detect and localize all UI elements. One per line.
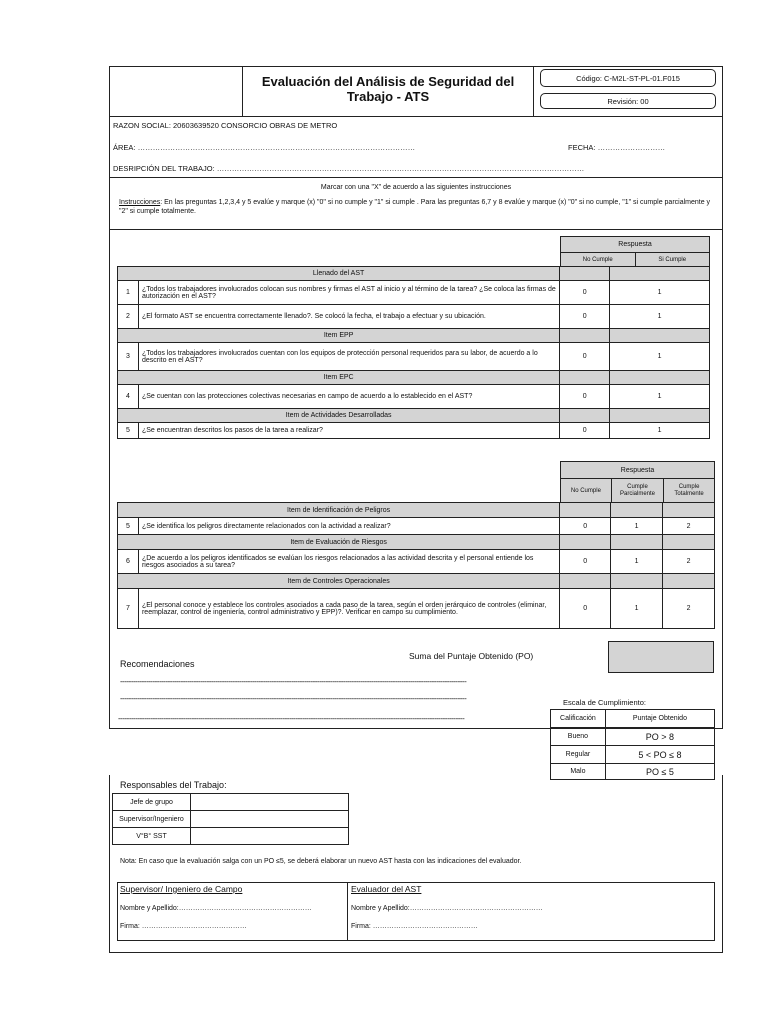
score-si-cumple[interactable]: 1 xyxy=(610,281,710,305)
instrucciones-label: Instrucciones xyxy=(119,199,161,206)
question-text: ¿El formato AST se encuentra correctamente llenado?. Se colocó la fecha, el trabajo a efectuar y su ubicación. xyxy=(138,305,559,329)
instrucciones-text xyxy=(119,198,715,216)
section-header-blank xyxy=(560,371,610,385)
question-text: ¿Todos los trabajadores involucrados colocan sus nombres y firmas el AST al inicio y al término de la tarea? ¿Se coloca las firmas de autorización en el AST? xyxy=(138,281,559,305)
evaluador-firma-field[interactable]: Firma: ……………………………………… xyxy=(351,923,478,930)
escala-puntaje: PO ≤ 5 xyxy=(605,764,714,780)
recomendaciones-label: Recomendaciones xyxy=(120,659,195,669)
si-cumple-header: Si Cumple xyxy=(635,253,710,267)
score-total[interactable]: 2 xyxy=(663,550,715,574)
score-parcial[interactable]: 1 xyxy=(611,518,663,535)
row-number: 6 xyxy=(118,550,139,574)
page-title: Evaluación del Análisis de Seguridad del Trabajo - ATS xyxy=(261,74,515,104)
supervisor-firma-field[interactable]: Firma: ……………………………………… xyxy=(120,923,247,930)
responsable-label: Jefe de grupo xyxy=(113,794,191,811)
divider xyxy=(109,177,723,178)
score-si-cumple[interactable]: 1 xyxy=(610,305,710,329)
question-text: ¿Se encuentran descritos los pasos de la tarea a realizar? xyxy=(138,423,559,439)
score-total[interactable]: 2 xyxy=(663,589,715,629)
logo-cell xyxy=(109,66,243,116)
section-header: Llenado del AST xyxy=(118,267,560,281)
divider xyxy=(109,229,723,230)
descripcion-field: DESRIPCIÓN DEL TRABAJO: ………………………………………………………………………………………………………………………………… xyxy=(113,164,585,173)
section-header-blank xyxy=(560,503,611,518)
evaluador-title: Evaluador del AST xyxy=(351,884,422,894)
table2-response-header xyxy=(560,461,715,503)
section-header: Item de Actividades Desarrolladas xyxy=(118,409,560,423)
evaluador-nombre-field[interactable]: Nombre y Apellido:………………………………………………… xyxy=(351,905,543,912)
suma-value-box[interactable] xyxy=(608,641,714,673)
section-header-blank xyxy=(610,267,710,281)
escala-calificacion: Bueno xyxy=(551,728,606,746)
revision-box: Revisión: 00 xyxy=(540,93,716,109)
escala-calificacion: Malo xyxy=(551,764,606,780)
row-number: 3 xyxy=(118,343,139,371)
responsable-label: Supervisor/Ingeniero xyxy=(113,811,191,828)
escala-header-calificacion: Calificación xyxy=(551,710,606,728)
table1-response-header xyxy=(560,236,710,267)
area-field: ÁREA: ………………………………………………………………………………………………… xyxy=(113,143,416,152)
section-header-blank xyxy=(560,267,610,281)
section-header-blank xyxy=(663,503,715,518)
escala-header-puntaje: Puntaje Obtenido xyxy=(605,710,714,728)
section-header-blank xyxy=(560,574,611,589)
row-number: 5 xyxy=(118,423,139,439)
responsable-input[interactable] xyxy=(190,828,348,845)
question-text: ¿Se cuentan con las protecciones colectivas necesarias en campo de acuerdo a lo establecido en el AST? xyxy=(138,385,559,409)
no-cumple-header: No Cumple xyxy=(561,479,612,503)
firmas-divider xyxy=(347,882,348,941)
score-parcial[interactable]: 1 xyxy=(611,550,663,574)
score-no-cumple[interactable]: 0 xyxy=(560,550,611,574)
score-no-cumple[interactable]: 0 xyxy=(560,423,610,439)
score-total[interactable]: 2 xyxy=(663,518,715,535)
nota-text: Nota: En caso que la evaluación salga con un PO ≤5, se deberá elaborar un nuevo AST hasta con las indicaciones del evaluador. xyxy=(120,858,522,865)
row-number: 2 xyxy=(118,305,139,329)
section-header-blank xyxy=(610,371,710,385)
score-no-cumple[interactable]: 0 xyxy=(560,518,611,535)
section-header-blank xyxy=(560,329,610,343)
score-no-cumple[interactable]: 0 xyxy=(560,385,610,409)
row-number: 1 xyxy=(118,281,139,305)
cumple-total-header: Cumple Totalmente xyxy=(664,479,715,503)
supervisor-title: Supervisor/ Ingeniero de Campo xyxy=(120,884,243,894)
recomendaciones-line-1[interactable]: ---------------------------------------------------------------------------------------------------------------------------------------------------------------- xyxy=(120,677,467,686)
section-header-blank xyxy=(560,535,611,550)
row-number: 7 xyxy=(118,589,139,629)
score-si-cumple[interactable]: 1 xyxy=(610,423,710,439)
row-number: 4 xyxy=(118,385,139,409)
section-header: Item EPP xyxy=(118,329,560,343)
marcar-text: Marcar con una "X" de acuerdo a las siguientes instrucciones xyxy=(320,184,512,191)
recomendaciones-line-3[interactable]: ---------------------------------------------------------------------------------------------------------------------------------------------------------------- xyxy=(118,714,465,723)
no-cumple-header: No Cumple xyxy=(561,253,636,267)
responsable-input[interactable] xyxy=(190,794,348,811)
escala-puntaje: 5 < PO ≤ 8 xyxy=(605,746,714,764)
escala-table xyxy=(550,709,715,780)
score-no-cumple[interactable]: 0 xyxy=(560,343,610,371)
section-header-blank xyxy=(610,329,710,343)
suma-label: Suma del Puntaje Obtenido (PO) xyxy=(409,651,534,661)
score-si-cumple[interactable]: 1 xyxy=(610,385,710,409)
razon-social: RAZON SOCIAL: 20603639520 CONSORCIO OBRAS DE METRO xyxy=(113,121,338,130)
section-header-blank xyxy=(611,535,663,550)
question-text: ¿Todos los trabajadores involucrados cuentan con los equipos de protección personal requeridos para su labor, de acuerdo a lo descrito en el AST? xyxy=(138,343,559,371)
section-header-blank xyxy=(611,574,663,589)
section-header-blank xyxy=(610,409,710,423)
score-si-cumple[interactable]: 1 xyxy=(610,343,710,371)
respuesta-header: Respuesta xyxy=(561,462,715,479)
score-no-cumple[interactable]: 0 xyxy=(560,305,610,329)
question-text: ¿Se identifica los peligros directamente relacionados con la actividad a realizar? xyxy=(138,518,559,535)
responsables-table xyxy=(112,793,349,845)
instrucciones-body: : En las preguntas 1,2,3,4 y 5 evalúe y marque (x) "0" si no cumple y "1" si cumple . Para las preguntas 6,7 y 8 evalúe y marque (x) "0" si no cumple, "1" si cumple parcialmente y "2" si cumple totalmente. xyxy=(119,199,711,215)
supervisor-nombre-field[interactable]: Nombre y Apellido:………………………………………………… xyxy=(120,905,312,912)
section-header: Item de Identificación de Peligros xyxy=(118,503,560,518)
section-header-blank xyxy=(663,574,715,589)
question-text: ¿El personal conoce y establece los controles asociados a cada paso de la tarea, según el orden jerárquico de controles (eliminar, reemplazar, control de ingeniería, control administrativo y EPP)?. Verificar en campo su cumplimiento. xyxy=(138,589,559,629)
escala-puntaje: PO > 8 xyxy=(605,728,714,746)
section-header-blank xyxy=(611,503,663,518)
section-header-blank xyxy=(560,409,610,423)
respuesta-header: Respuesta xyxy=(561,237,710,253)
responsable-input[interactable] xyxy=(190,811,348,828)
escala-calificacion: Regular xyxy=(551,746,606,764)
section-header: Item de Evaluación de Riesgos xyxy=(118,535,560,550)
recomendaciones-line-2[interactable]: ---------------------------------------------------------------------------------------------------------------------------------------------------------------- xyxy=(120,694,467,703)
score-no-cumple[interactable]: 0 xyxy=(560,281,610,305)
section-header: Item EPC xyxy=(118,371,560,385)
row-number: 5 xyxy=(118,518,139,535)
ast-table xyxy=(117,266,710,439)
score-parcial[interactable]: 1 xyxy=(611,589,663,629)
escala-title: Escala de Cumplimiento: xyxy=(563,698,646,707)
section-header-blank xyxy=(663,535,715,550)
risk-table xyxy=(117,502,715,629)
responsable-label: V°B° SST xyxy=(113,828,191,845)
responsables-title: Responsables del Trabajo: xyxy=(120,780,227,790)
section-header: Item de Controles Operacionales xyxy=(118,574,560,589)
score-no-cumple[interactable]: 0 xyxy=(560,589,611,629)
cumple-parcial-header: Cumple Parcialmente xyxy=(611,479,663,503)
question-text: ¿De acuerdo a los peligros identificados se evalúan los riesgos relacionados a las actividad descrita y el personal entiende los riesgos asociados a su tarea? xyxy=(138,550,559,574)
codigo-box: Código: C-M2L-ST-PL-01.F015 xyxy=(540,69,716,87)
fecha-field: FECHA: ……………………… xyxy=(568,143,666,152)
